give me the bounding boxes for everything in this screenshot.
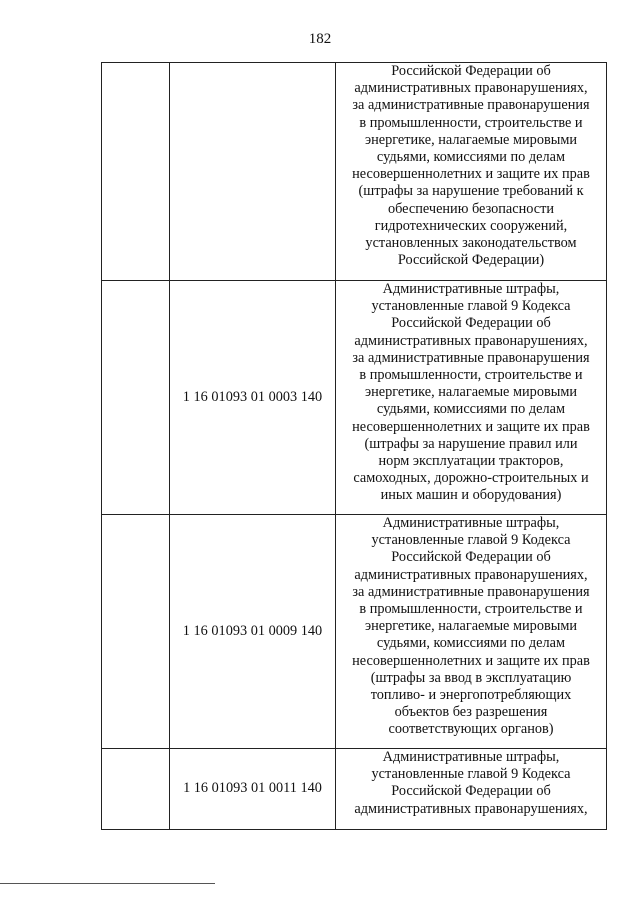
description-line: энергетике, налагаемые мировыми	[364, 618, 578, 635]
description-line: (штрафы за ввод в эксплуатацию	[370, 669, 572, 686]
description-line: энергетике, налагаемые мировыми	[364, 384, 578, 401]
description-line: установленных законодательством	[365, 235, 577, 252]
description-line: иных машин и оборудования)	[380, 487, 562, 504]
description-line: судьями, комиссиями по делам	[376, 635, 566, 652]
table-row	[102, 515, 607, 749]
classification-code-cell	[170, 63, 336, 281]
description-line: за административные правонарушения	[352, 583, 590, 600]
table-row	[102, 63, 607, 281]
row-number-cell	[102, 281, 170, 515]
description-line: Административные штрафы,	[382, 281, 560, 297]
description-line: обеспечению безопасности	[387, 200, 555, 217]
description-line: норм эксплуатации тракторов,	[378, 453, 564, 470]
description-line: несовершеннолетних и защите их прав	[352, 166, 590, 183]
description-line: административных правонарушениях,	[354, 566, 588, 583]
row-number-cell	[102, 749, 170, 830]
classification-code-cell: 1 16 01093 01 0009 140	[170, 515, 336, 749]
description-line: гидротехнических сооружений,	[374, 217, 568, 234]
description-line: Административные штрафы,	[382, 749, 560, 765]
row-number-cell	[102, 515, 170, 749]
description-line: установленные главой 9 Кодекса	[371, 532, 571, 549]
description-line: Российской Федерации об	[391, 783, 551, 800]
description-line: Административные штрафы,	[382, 515, 560, 531]
description-line: административных правонарушениях,	[354, 80, 588, 97]
row-number-cell	[102, 63, 170, 281]
table-row	[102, 281, 607, 515]
description-cell	[336, 281, 607, 515]
description-line: в промышленности, строительстве и	[359, 114, 583, 131]
description-line: Российской Федерации об	[391, 315, 551, 332]
description-line: объектов без разрешения	[394, 704, 548, 721]
budget-codes-table	[101, 62, 607, 830]
description-line: установленные главой 9 Кодекса	[371, 298, 571, 315]
description-line: за административные правонарушения	[352, 349, 590, 366]
description-line: Российской Федерации об	[391, 549, 551, 566]
description-line: соответствующих органов)	[388, 721, 554, 738]
description-cell	[336, 63, 607, 281]
description-line: в промышленности, строительстве и	[359, 601, 583, 618]
page-number: 182	[308, 31, 332, 47]
description-cell	[336, 515, 607, 749]
description-line: установленные главой 9 Кодекса	[371, 766, 571, 783]
description-line: энергетике, налагаемые мировыми	[364, 131, 578, 148]
description-line: топливо- и энергопотребляющих	[370, 687, 572, 704]
description-line: самоходных, дорожно-строительных и	[353, 470, 589, 487]
classification-code-cell: 1 16 01093 01 0003 140	[170, 281, 336, 515]
description-line: судьями, комиссиями по делам	[376, 149, 566, 166]
classification-code-cell: 1 16 01093 01 0011 140	[170, 749, 336, 830]
description-line: (штрафы за нарушение правил или	[364, 435, 578, 452]
description-line: административных правонарушениях,	[354, 332, 588, 349]
description-line: административных правонарушениях,	[354, 800, 588, 817]
description-line: (штрафы за нарушение требований к	[358, 183, 584, 200]
description-line: судьями, комиссиями по делам	[376, 401, 566, 418]
footnote-separator-line	[0, 883, 215, 884]
description-line: за административные правонарушения	[352, 97, 590, 114]
description-cell	[336, 749, 607, 830]
description-line: Российской Федерации об	[391, 63, 551, 79]
table-row	[102, 749, 607, 830]
description-line: в промышленности, строительстве и	[359, 367, 583, 384]
description-line: несовершеннолетних и защите их прав	[352, 418, 590, 435]
description-line: несовершеннолетних и защите их прав	[352, 652, 590, 669]
description-line: Российской Федерации)	[397, 252, 545, 269]
